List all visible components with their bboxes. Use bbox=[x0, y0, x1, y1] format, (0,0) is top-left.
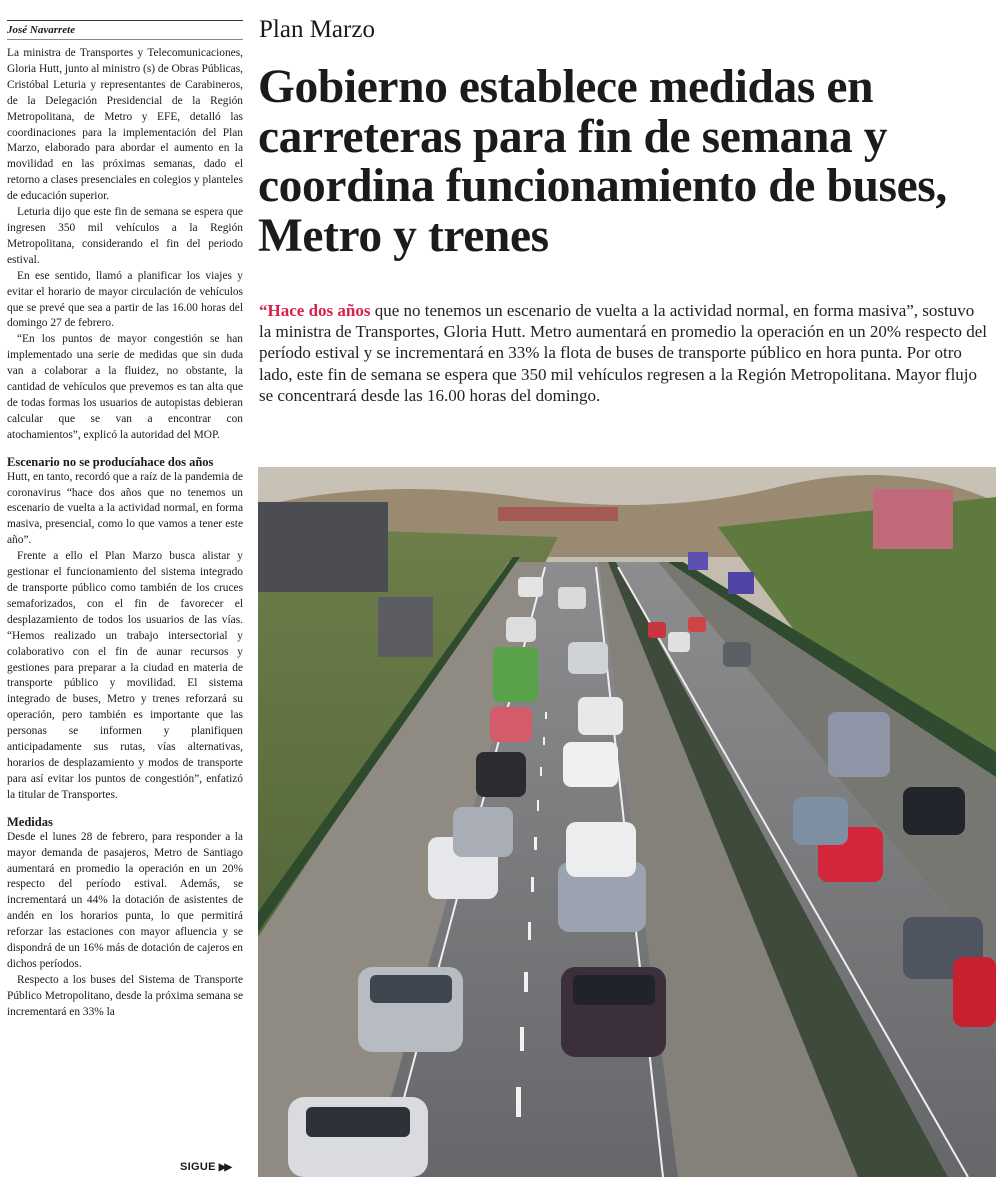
section-kicker: Plan Marzo bbox=[259, 16, 375, 43]
body-paragraph: Leturia dijo que este fin de semana se espera que ingresen 350 mil vehículos a la Región Metropolitana, considerando el fin del periodo estival. bbox=[7, 206, 243, 266]
body-paragraph: Frente a ello el Plan Marzo busca alistar y gestionar el funcionamiento del sistema integrado de transporte público como también de los cruces semaforizados, con el fin de favorecer el desplazamiento de todos los usuarios de las vías. “Hemos realizado un trabajo intersectorial y colaborativo con el fin de aunar recursos y gestiones para preparar a la ciudad en materia de transporte público y movilidad. El sistema integrado de buses, Metro y trenes reforzará su operación, pero también es importante que las personas se informen y planifiquen anticipadamente sus rutas, vías alternativas, horarios de desplazamiento y modos de transporte para así evitar los puntos de congestión”, enfatizó la titular de Transportes. bbox=[7, 550, 243, 801]
photo-illustration bbox=[258, 467, 996, 1177]
subheading: Escenario no se producíahace dos años bbox=[7, 454, 214, 469]
body-paragraph: La ministra de Transportes y Telecomunicaciones, Gloria Hutt, junto al ministro (s) de Obras Públicas, Cristóbal Leturia y representantes de Carabineros, de la Delegación Presidencial de la Región Metropolitana, de Metro y EFE, detalló las coordinaciones para la implementación del Plan Marzo, elaborado para abordar el aumento en la movilidad en las próximas semanas, dado el retorno a clases presenciales en colegios y planteles de educación superior. bbox=[7, 47, 244, 203]
headline: Gobierno establece medidas en carreteras para fin de semana y coordina funcionamiento de buses, Metro y trenes bbox=[258, 61, 947, 262]
body-column bbox=[7, 20, 243, 1021]
subheading: Medidas bbox=[7, 814, 53, 829]
continued-label: SIGUE bbox=[180, 1161, 216, 1173]
deck-lead-quote: “Hace dos años bbox=[259, 301, 371, 320]
body-paragraph: Desde el lunes 28 de febrero, para responder a la mayor demanda de pasajeros, Metro de Santiago aumentará en promedio la operación en un 20% respecto del período estival. Además, se incrementará un 44% la dotación de asistentes de andén en los horarios punta, lo que permitirá reforzar las estaciones con mayor afluencia y se dispondrá de un 16% más de dotación de cajeros en dichos períodos. bbox=[7, 830, 243, 970]
body-paragraph: Hutt, en tanto, recordó que a raíz de la pandemia de coronavirus “hace dos años que no tenemos un escenario de vuelta a la actividad normal, en forma masiva, presencial, como lo que vamos a tener este año”. bbox=[7, 470, 243, 547]
highway-traffic-photo bbox=[258, 467, 996, 1177]
deck-text: que no tenemos un escenario de vuelta a la actividad normal, en forma masiva”, sostuvo la ministra de Transportes, Gloria Hutt. Metro aumentará en promedio la operación en un 20% respecto del período estival y se incrementará en 33% la flota de buses de transporte público en hora punta. Por otro lado, este fin de semana se espera que 350 mil vehículos regresen a la Región Metropolitana. Mayor flujo se concentrará desde las 16.00 horas del domingo. bbox=[259, 301, 987, 405]
body-paragraph: Respecto a los buses del Sistema de Transporte Público Metropolitano, desde la próxima semana se incrementará en 33% la bbox=[7, 973, 243, 1018]
deck-paragraph bbox=[259, 300, 989, 406]
byline: José Navarrete bbox=[7, 21, 243, 40]
body-paragraph: “En los puntos de mayor congestión se han implementado una serie de medidas que sin duda van a colaborar a la fluidez, no obstante, la cantidad de vehículos que prevemos es tan alta que de todas formas los usuarios de autopistas debieran calcular que se van a encontrar con atochamientos”, explicó la autoridad del MOP. bbox=[7, 333, 243, 441]
double-arrow-right-icon: ▶▶ bbox=[218, 1161, 231, 1173]
continued-link[interactable] bbox=[180, 1161, 230, 1173]
body-paragraph: En ese sentido, llamó a planificar los viajes y evitar el horario de mayor circulación de vehículos que se prevé que sea a partir de las 16.00 horas del domingo 27 de febrero. bbox=[7, 269, 243, 330]
